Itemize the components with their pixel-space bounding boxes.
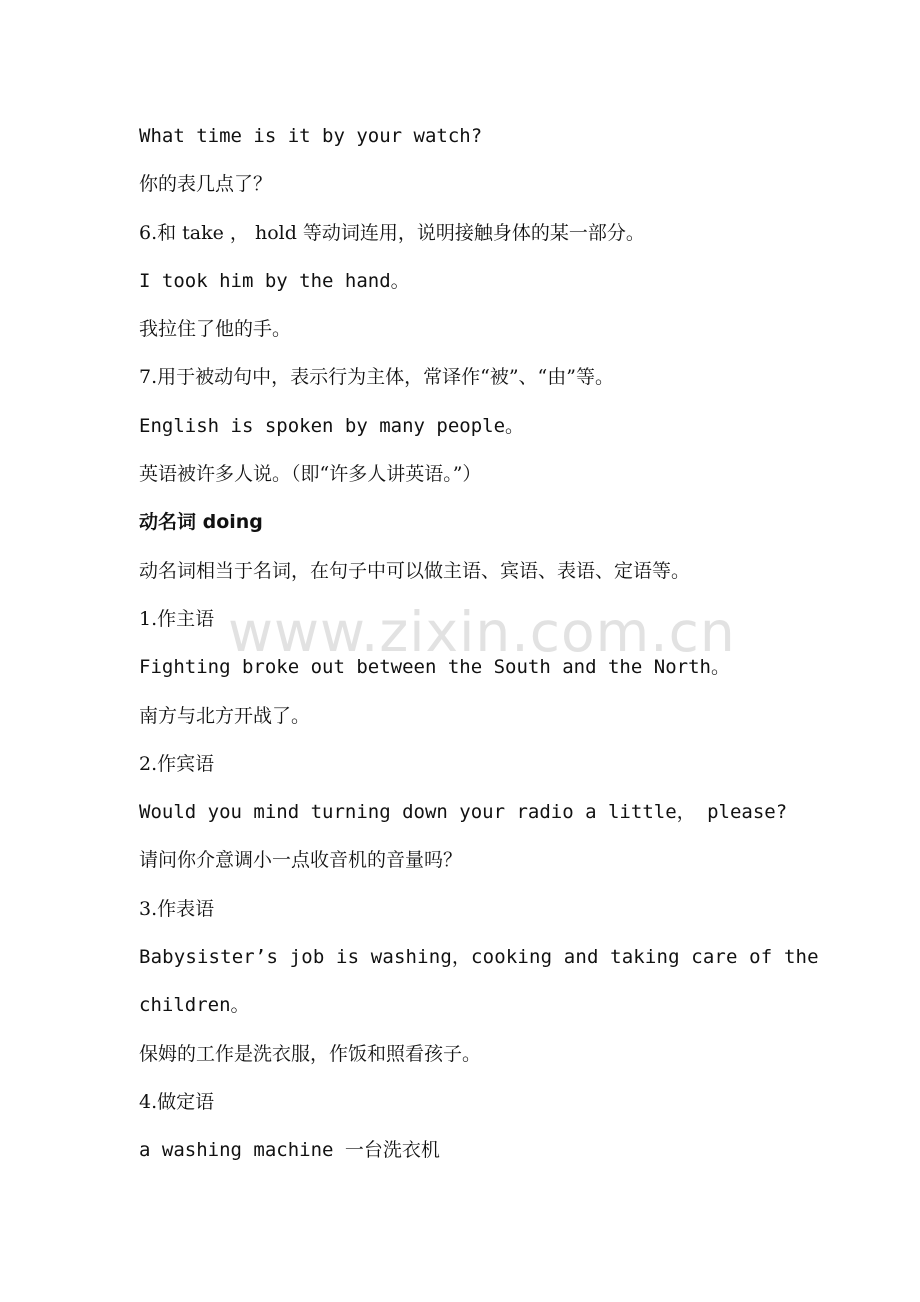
example-translation-cn: 你的表几点了？ <box>139 173 273 196</box>
section-heading-gerund: 动名词 doing <box>139 511 263 534</box>
example-sentence-en-continued: children。 <box>139 994 250 1017</box>
gerund-definition: 动名词相当于名词，在句子中可以做主语、宾语、表语、定语等。 <box>139 559 691 582</box>
subsection-predicative: 3.作表语 <box>139 897 215 920</box>
usage-rule-6: 6.和 take ， hold 等动词连用，说明接触身体的某一部分。 <box>139 221 645 244</box>
example-translation-cn: 请问你介意调小一点收音机的音量吗？ <box>139 849 463 872</box>
subsection-object: 2.作宾语 <box>139 752 215 775</box>
subsection-attributive: 4.做定语 <box>139 1090 215 1113</box>
example-sentence-en: I took him by the hand。 <box>139 269 410 292</box>
usage-rule-7: 7.用于被动句中，表示行为主体，常译作“被”、“由”等。 <box>139 366 614 389</box>
example-translation-cn: 我拉住了他的手。 <box>139 318 292 341</box>
document-body <box>139 118 819 1181</box>
example-sentence-en: What time is it by your watch? <box>139 125 483 147</box>
example-translation-cn: 英语被许多人说。（即“许多人讲英语。”） <box>139 463 482 486</box>
example-sentence-en: Babysister’s job is washing，cooking and taking care of the <box>139 946 819 969</box>
example-sentence-en: Would you mind turning down your radio a little， please? <box>139 801 788 824</box>
example-phrase: a washing machine 一台洗衣机 <box>139 1139 440 1162</box>
example-sentence-en: English is spoken by many people。 <box>139 414 525 437</box>
watermark: www.zixin.com.cn <box>228 600 736 664</box>
example-sentence-en: Fighting broke out between the South and the North。 <box>139 656 730 679</box>
subsection-subject: 1.作主语 <box>139 607 215 630</box>
example-translation-cn: 南方与北方开战了。 <box>139 704 311 727</box>
example-translation-cn: 保姆的工作是洗衣服，作饭和照看孩子。 <box>139 1042 482 1065</box>
